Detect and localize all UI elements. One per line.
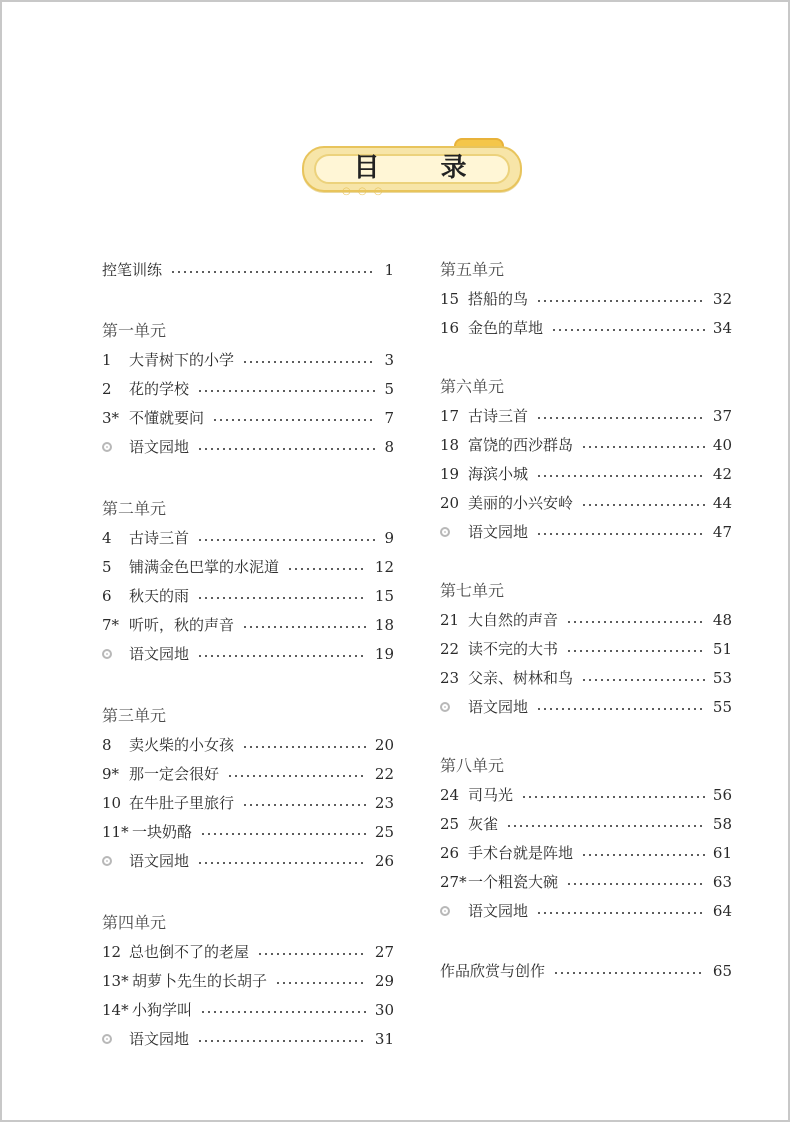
entry-page-number: 18	[374, 616, 394, 634]
entry-page-number: 61	[712, 844, 732, 862]
entry-title: 花的学校	[129, 380, 190, 398]
toc-entry[interactable]	[440, 493, 732, 513]
entry-page-number: 1	[384, 261, 394, 279]
leader-dots	[242, 804, 367, 806]
leader-dots	[536, 708, 705, 710]
entry-page-number: 65	[712, 962, 732, 980]
toc-entry[interactable]	[102, 408, 394, 428]
leader-dots	[506, 825, 705, 827]
leader-dots	[200, 1011, 367, 1013]
entry-title: 语文园地	[129, 1030, 190, 1048]
entry-page-number: 3	[384, 351, 394, 369]
toc-entry[interactable]	[102, 942, 394, 962]
toc-entry[interactable]	[102, 822, 394, 842]
entry-page-number: 22	[374, 765, 394, 783]
entry-page-number: 29	[374, 972, 394, 990]
leader-dots	[257, 953, 367, 955]
entry-page-number: 15	[374, 587, 394, 605]
entry-page-number: 7	[384, 409, 394, 427]
entry-number: 16	[440, 319, 460, 337]
leader-dots	[536, 475, 705, 477]
circle-icon	[440, 906, 450, 916]
toc-entry[interactable]	[102, 735, 394, 755]
circle-icon	[102, 442, 112, 452]
entry-number: 8	[102, 736, 112, 754]
entry-title: 语文园地	[129, 438, 190, 456]
entry-number: 14*	[102, 1001, 129, 1019]
toc-entry[interactable]	[102, 615, 394, 635]
circle-bullet-icon	[440, 522, 468, 542]
entry-title: 语文园地	[468, 698, 529, 716]
toc-entry[interactable]	[440, 668, 732, 688]
entry-number: 6	[102, 587, 112, 605]
entry-number: 13*	[102, 972, 129, 990]
entry-title: 总也倒不了的老屋	[129, 943, 250, 961]
leader-dots	[553, 972, 705, 974]
toc-entry[interactable]	[440, 814, 732, 834]
entry-page-number: 42	[712, 465, 732, 483]
entry-number: 2	[102, 380, 112, 398]
entry-page-number: 44	[712, 494, 732, 512]
toc-entry[interactable]	[440, 961, 732, 981]
entry-title: 卖火柴的小女孩	[129, 736, 235, 754]
entry-title: 语文园地	[468, 902, 529, 920]
circle-icon	[102, 856, 112, 866]
entry-number: 1	[102, 351, 112, 369]
entry-title: 司马光	[468, 786, 514, 804]
entry-page-number: 26	[374, 852, 394, 870]
entry-page-number: 53	[712, 669, 732, 687]
leader-dots	[197, 448, 376, 450]
toc-entry[interactable]	[102, 379, 394, 399]
leader-dots	[275, 982, 367, 984]
toc-entry[interactable]	[102, 557, 394, 577]
entry-title: 海滨小城	[468, 465, 529, 483]
leader-dots	[566, 883, 705, 885]
circle-bullet-icon	[102, 851, 129, 871]
entry-number: 10	[102, 794, 122, 812]
leader-dots	[212, 419, 376, 421]
entry-title: 听听，秋的声音	[129, 616, 235, 634]
toc-entry[interactable]	[102, 1000, 394, 1020]
toc-entry[interactable]	[440, 610, 732, 630]
toc-entry[interactable]	[440, 697, 732, 717]
entry-page-number: 63	[712, 873, 732, 891]
entry-page-number: 56	[712, 786, 732, 804]
leader-dots	[197, 539, 376, 541]
toc-entry[interactable]	[440, 289, 732, 309]
entry-title: 控笔训练	[102, 261, 163, 279]
toc-entry[interactable]	[440, 435, 732, 455]
toc-entry[interactable]	[102, 260, 394, 280]
entry-title: 手术台就是阵地	[468, 844, 574, 862]
unit-heading: 第三单元	[102, 706, 167, 725]
leader-dots	[227, 775, 367, 777]
toc-entry[interactable]	[440, 872, 732, 892]
entry-page-number: 51	[712, 640, 732, 658]
unit-heading: 第二单元	[102, 499, 167, 518]
entry-page-number: 32	[712, 290, 732, 308]
toc-entry[interactable]	[102, 350, 394, 370]
toc-entry[interactable]	[102, 793, 394, 813]
banner-decoration: ○ ○ ○	[342, 186, 385, 197]
entry-title: 搭船的鸟	[468, 290, 529, 308]
entry-page-number: 55	[712, 698, 732, 716]
toc-entry[interactable]	[440, 785, 732, 805]
entry-page-number: 31	[374, 1030, 394, 1048]
toc-entry[interactable]	[440, 522, 732, 542]
leader-dots	[521, 796, 705, 798]
entry-title: 读不完的大书	[468, 640, 559, 658]
unit-heading: 第七单元	[440, 581, 505, 600]
leader-dots	[197, 597, 367, 599]
unit-heading: 第五单元	[440, 260, 505, 279]
unit-heading: 第六单元	[440, 377, 505, 396]
leader-dots	[536, 300, 705, 302]
entry-number: 15	[440, 290, 460, 308]
toc-entry[interactable]	[102, 1029, 394, 1049]
toc-entry[interactable]	[440, 843, 732, 863]
toc-entry[interactable]	[102, 971, 394, 991]
toc-entry[interactable]	[102, 586, 394, 606]
entry-number: 18	[440, 436, 460, 454]
entry-page-number: 30	[374, 1001, 394, 1019]
entry-number: 17	[440, 407, 460, 425]
entry-page-number: 40	[712, 436, 732, 454]
circle-bullet-icon	[102, 437, 129, 457]
entry-page-number: 34	[712, 319, 732, 337]
leader-dots	[581, 504, 705, 506]
entry-title: 一个粗瓷大碗	[468, 873, 559, 891]
entry-number: 12	[102, 943, 122, 961]
entry-title: 大青树下的小学	[129, 351, 235, 369]
entry-page-number: 27	[374, 943, 394, 961]
leader-dots	[551, 329, 705, 331]
circle-bullet-icon	[440, 697, 468, 717]
leader-dots	[197, 862, 367, 864]
entry-title: 富饶的西沙群岛	[468, 436, 574, 454]
toc-entry[interactable]	[102, 528, 394, 548]
entry-number: 21	[440, 611, 460, 629]
entry-title: 秋天的雨	[129, 587, 190, 605]
entry-page-number: 25	[374, 823, 394, 841]
entry-page-number: 47	[712, 523, 732, 541]
leader-dots	[566, 650, 705, 652]
entry-number: 7*	[102, 616, 120, 634]
entry-page-number: 64	[712, 902, 732, 920]
entry-number: 24	[440, 786, 460, 804]
entry-number: 9*	[102, 765, 120, 783]
leader-dots	[242, 626, 367, 628]
entry-title: 灰雀	[468, 815, 499, 833]
circle-icon	[440, 702, 450, 712]
entry-title: 大自然的声音	[468, 611, 559, 629]
entry-number: 5	[102, 558, 112, 576]
entry-page-number: 12	[374, 558, 394, 576]
entry-title: 铺满金色巴掌的水泥道	[129, 558, 280, 576]
toc-entry[interactable]	[102, 644, 394, 664]
leader-dots	[200, 833, 367, 835]
toc-entry[interactable]	[440, 406, 732, 426]
leader-dots	[581, 446, 705, 448]
toc-entry[interactable]	[102, 437, 394, 457]
entry-number: 26	[440, 844, 460, 862]
entry-page-number: 20	[374, 736, 394, 754]
leader-dots	[197, 655, 367, 657]
circle-bullet-icon	[440, 901, 468, 921]
entry-title: 古诗三首	[129, 529, 190, 547]
circle-icon	[440, 527, 450, 537]
leader-dots	[242, 361, 376, 363]
circle-icon	[102, 649, 112, 659]
leader-dots	[581, 854, 705, 856]
leader-dots	[287, 568, 367, 570]
entry-title: 胡萝卜先生的长胡子	[132, 972, 268, 990]
entry-page-number: 48	[712, 611, 732, 629]
circle-icon	[102, 1034, 112, 1044]
entry-title: 在牛肚子里旅行	[129, 794, 235, 812]
entry-number: 11*	[102, 823, 129, 841]
unit-heading: 第一单元	[102, 321, 167, 340]
leader-dots	[242, 746, 367, 748]
entry-number: 20	[440, 494, 460, 512]
entry-title: 语文园地	[468, 523, 529, 541]
entry-page-number: 23	[374, 794, 394, 812]
entry-title: 美丽的小兴安岭	[468, 494, 574, 512]
circle-bullet-icon	[102, 644, 129, 664]
entry-page-number: 9	[384, 529, 394, 547]
entry-title: 古诗三首	[468, 407, 529, 425]
entry-number: 27*	[440, 873, 467, 891]
entry-number: 23	[440, 669, 460, 687]
entry-title: 小狗学叫	[132, 1001, 193, 1019]
entry-number: 4	[102, 529, 112, 547]
leader-dots	[536, 912, 705, 914]
entry-title: 语文园地	[129, 852, 190, 870]
toc-entry[interactable]	[440, 901, 732, 921]
entry-number: 19	[440, 465, 460, 483]
entry-title: 语文园地	[129, 645, 190, 663]
entry-title: 那一定会很好	[129, 765, 220, 783]
entry-page-number: 58	[712, 815, 732, 833]
entry-number: 25	[440, 815, 460, 833]
leader-dots	[170, 271, 376, 273]
entry-title: 金色的草地	[468, 319, 544, 337]
toc-entry[interactable]	[102, 764, 394, 784]
entry-number: 22	[440, 640, 460, 658]
leader-dots	[197, 390, 376, 392]
entry-title: 不懂就要问	[129, 409, 205, 427]
toc-entry[interactable]	[440, 318, 732, 338]
leader-dots	[197, 1040, 367, 1042]
entry-page-number: 37	[712, 407, 732, 425]
entry-title: 作品欣赏与创作	[440, 962, 546, 980]
unit-heading: 第八单元	[440, 756, 505, 775]
title-banner	[302, 138, 522, 197]
entry-page-number: 5	[384, 380, 394, 398]
entry-page-number: 19	[374, 645, 394, 663]
entry-number: 3*	[102, 409, 120, 427]
toc-entry[interactable]	[440, 639, 732, 659]
toc-entry[interactable]	[102, 851, 394, 871]
entry-title: 一块奶酪	[132, 823, 193, 841]
entry-page-number: 8	[384, 438, 394, 456]
circle-bullet-icon	[102, 1029, 129, 1049]
unit-heading: 第四单元	[102, 913, 167, 932]
leader-dots	[536, 533, 705, 535]
leader-dots	[581, 679, 705, 681]
page-title: 目 录	[353, 153, 493, 183]
leader-dots	[566, 621, 705, 623]
entry-title: 父亲、树林和鸟	[468, 669, 574, 687]
toc-entry[interactable]	[440, 464, 732, 484]
leader-dots	[536, 417, 705, 419]
